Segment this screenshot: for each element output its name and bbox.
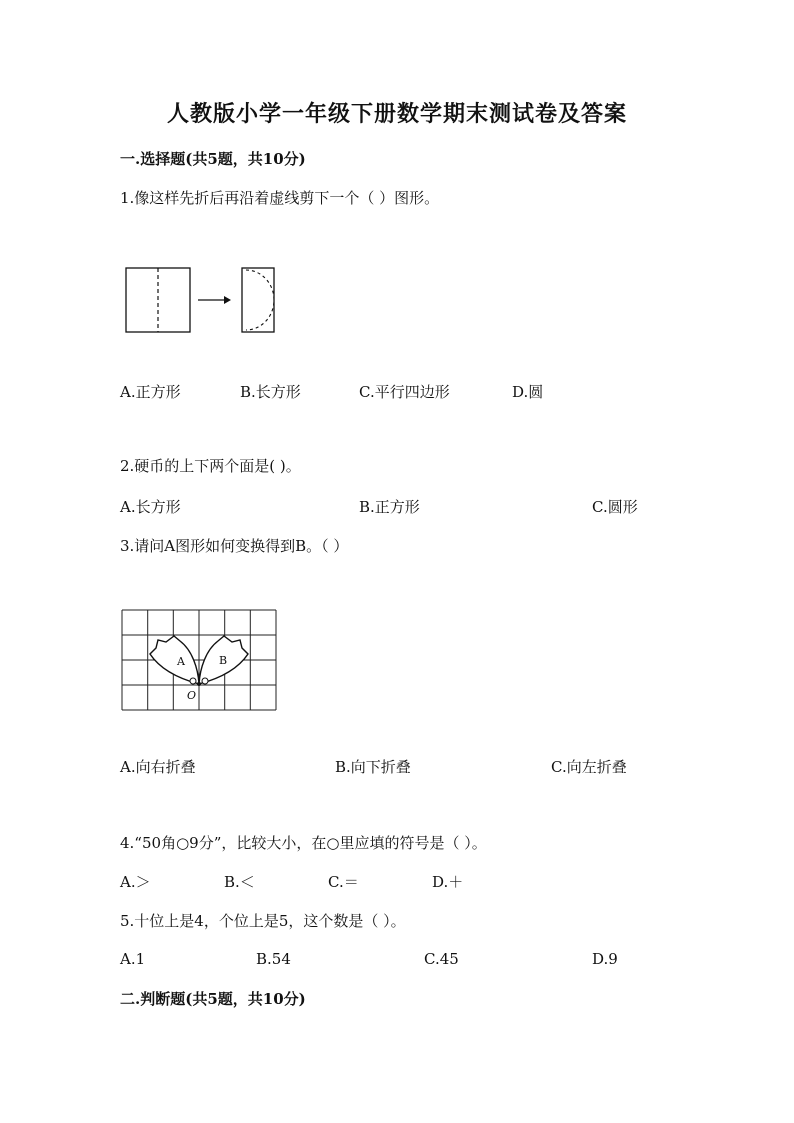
section-heading-choice: 一.选择题(共5题，共10分) — [120, 150, 306, 168]
knot-left — [190, 678, 196, 684]
q2-option-c[interactable]: C.圆形 — [592, 498, 638, 516]
q5-option-c[interactable]: C.45 — [424, 950, 459, 968]
q3-option-a[interactable]: A.向右折叠 — [120, 758, 196, 776]
q4-option-d[interactable]: D.＋ — [432, 873, 464, 891]
section-heading-judgement: 二.判断题(共5题，共10分) — [120, 990, 306, 1008]
q2-option-b[interactable]: B.正方形 — [359, 498, 420, 516]
q4-option-a[interactable]: A.＞ — [120, 873, 151, 891]
q5-option-d[interactable]: D.9 — [592, 950, 618, 968]
question-4-text: 4.“50角○9分”，比较大小，在○里应填的符号是（ ）。 — [120, 834, 487, 852]
label-b: B — [219, 654, 228, 667]
grid-flower-figure — [122, 610, 276, 710]
q1-option-b[interactable]: B.长方形 — [240, 383, 301, 401]
question-1-text: 1.像这样先折后再沿着虚线剪下一个（ ）图形。 — [120, 189, 440, 207]
label-o: O — [187, 689, 197, 702]
q4-option-b[interactable]: B.＜ — [224, 873, 255, 891]
page-title: 人教版小学一年级下册数学期末测试卷及答案 — [166, 101, 627, 127]
arrow-head-icon — [224, 296, 231, 304]
folded-paper — [242, 268, 274, 332]
question-2-text: 2.硬币的上下两个面是( )。 — [120, 457, 301, 475]
q1-option-d[interactable]: D.圆 — [512, 383, 544, 401]
q5-option-a[interactable]: A.1 — [120, 950, 146, 968]
q4-option-c[interactable]: C.＝ — [328, 873, 359, 891]
petal-shape-a — [150, 636, 199, 684]
label-a: A — [177, 655, 185, 668]
q5-option-b[interactable]: B.54 — [256, 950, 291, 968]
q1-option-a[interactable]: A.正方形 — [120, 383, 181, 401]
question-5-text: 5.十位上是4，个位上是5，这个数是（ ）。 — [120, 912, 406, 930]
knot-right — [202, 678, 208, 684]
q1-option-c[interactable]: C.平行四边形 — [359, 383, 450, 401]
cut-dashed-arc — [246, 270, 274, 330]
q2-option-a[interactable]: A.长方形 — [120, 498, 181, 516]
center-point-o — [197, 682, 201, 686]
fold-cut-figure — [120, 262, 280, 340]
q3-option-b[interactable]: B.向下折叠 — [335, 758, 411, 776]
question-3-text: 3.请问A图形如何变换得到B。（ ） — [120, 537, 349, 555]
q3-option-c[interactable]: C.向左折叠 — [551, 758, 627, 776]
